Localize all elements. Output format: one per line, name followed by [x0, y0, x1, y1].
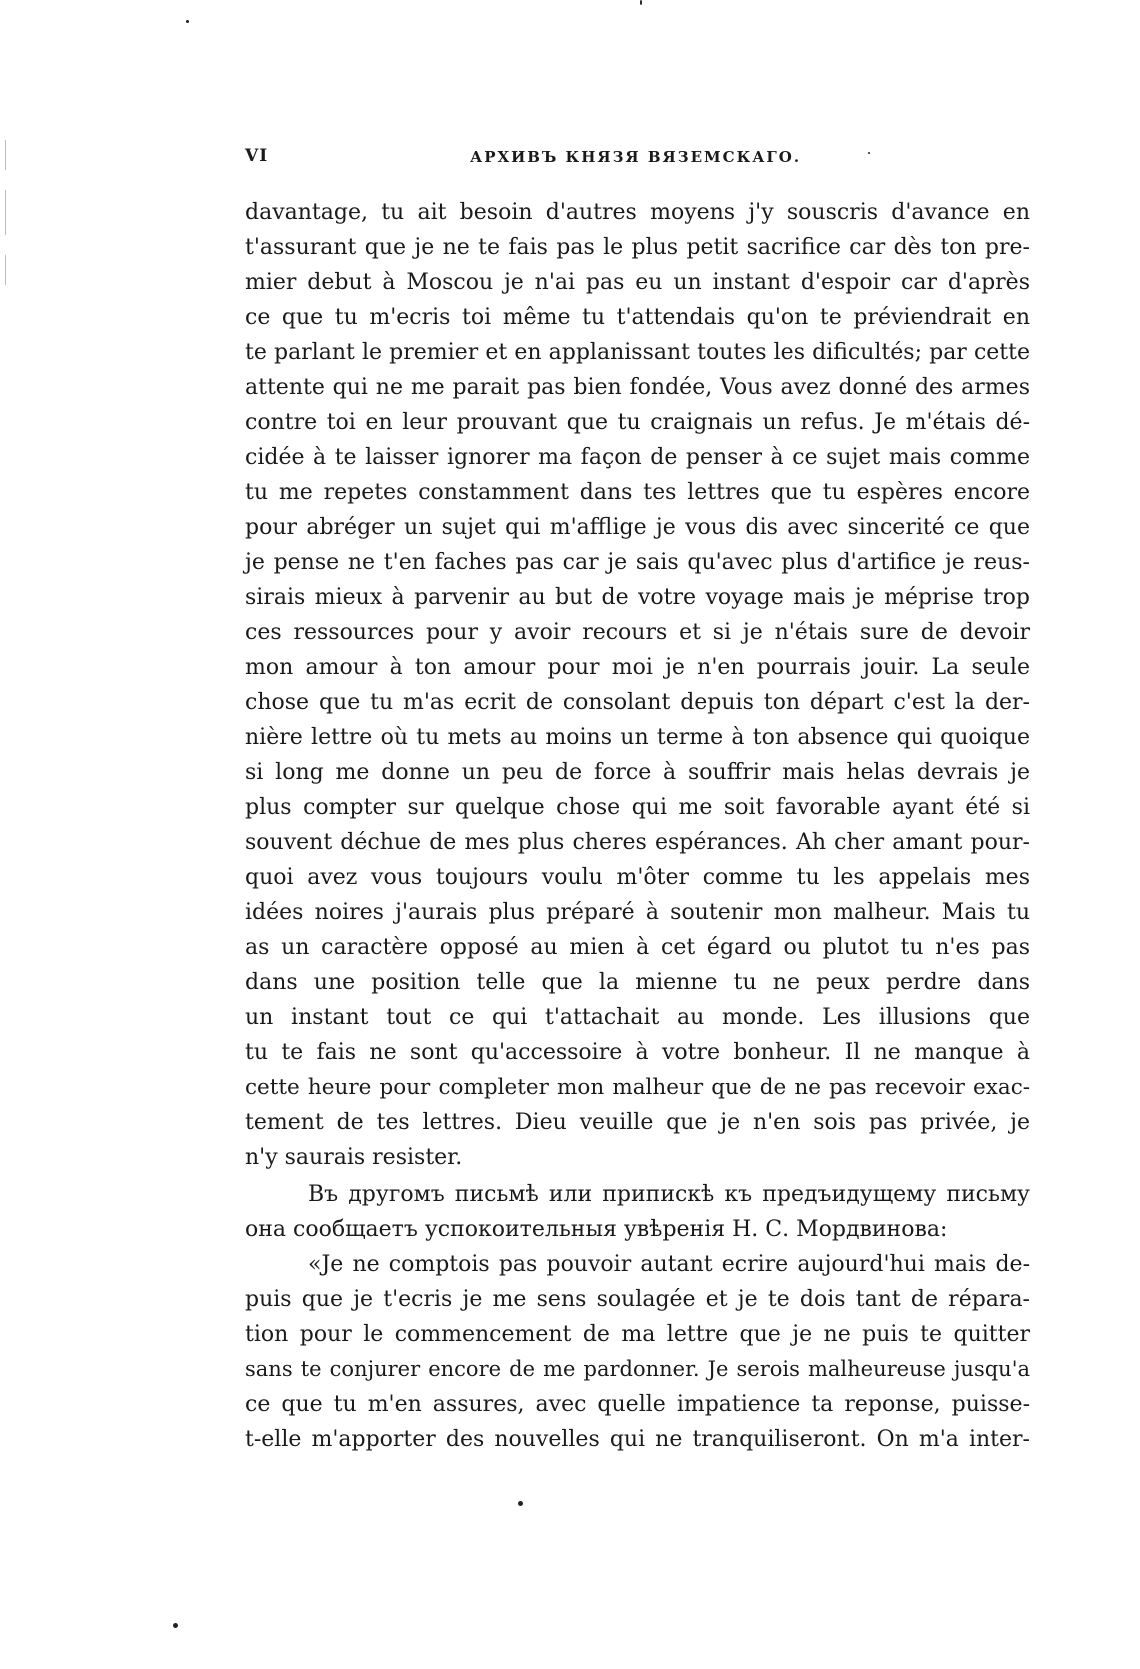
- text-line: mier debut à Moscou je n'ai pas eu un instant d'espoir car d'après: [245, 270, 1030, 295]
- body-text: [245, 195, 1030, 1457]
- text-line: nière lettre où tu mets au moins un terme à ton absence qui quoique: [245, 725, 1030, 750]
- text-line: contre toi en leur prouvant que tu craignais un refus. Je m'étais dé-: [245, 410, 1030, 435]
- scan-edge-line-middle: [5, 190, 6, 235]
- text-line: ce que tu m'en assures, avec quelle impatience ta reponse, puisse-: [245, 1392, 1030, 1417]
- text-line: dans une position telle que la mienne tu ne peux perdre dans: [245, 970, 1030, 995]
- text-line: davantage, tu ait besoin d'autres moyens j'y souscris d'avance en: [245, 200, 1030, 225]
- text-line: chose que tu m'as ecrit de consolant depuis ton départ c'est la der-: [245, 690, 1030, 715]
- text-line: sirais mieux à parvenir au but de votre voyage mais je méprise trop: [245, 585, 1030, 610]
- text-line: te parlant le premier et en applanissant toutes les dificultés; par cette: [245, 340, 1030, 365]
- text-line: Въ другомъ письмѣ или припискѣ къ предъидущему письму: [308, 1182, 1030, 1207]
- text-line: sans te conjurer encore de me pardonner. Je serois malheureuse jusqu'a: [245, 1357, 1030, 1381]
- scan-dot-top: [186, 20, 189, 23]
- scan-edge-line-bottom: [5, 255, 6, 285]
- scan-dot-top-center: [640, 0, 642, 5]
- text-line: n'y saurais resister.: [245, 1145, 463, 1170]
- text-line: tu te fais ne sont qu'accessoire à votre bonheur. Il ne manque à: [245, 1040, 1030, 1065]
- page-number: VI: [245, 146, 269, 166]
- scan-edge-line-top: [5, 140, 6, 170]
- text-line: pour abréger un sujet qui m'afflige je vous dis avec sincerité ce que: [245, 515, 1030, 540]
- text-line: idées noires j'aurais plus préparé à soutenir mon malheur. Mais tu: [245, 900, 1030, 925]
- text-line: attente qui ne me parait pas bien fondée, Vous avez donné des armes: [245, 375, 1030, 400]
- text-line: ces ressources pour y avoir recours et si je n'étais sure de devoir: [245, 620, 1030, 645]
- text-line: tion pour le commencement de ma lettre que je ne puis te quitter: [245, 1322, 1030, 1347]
- text-line: quoi avez vous toujours voulu m'ôter comme tu les appelais mes: [245, 865, 1030, 890]
- scan-dot-bottom-left: [173, 1623, 178, 1628]
- text-line: plus compter sur quelque chose qui me soit favorable ayant été si: [245, 795, 1030, 820]
- text-line: tement de tes lettres. Dieu veuille que je n'en sois pas privée, je: [245, 1110, 1030, 1135]
- text-line: je pense ne t'en faches pas car je sais qu'avec plus d'artifice je reus-: [245, 550, 1030, 575]
- text-line: она сообщаетъ успокоительныя увѣренія Н. С. Мордвинова:: [245, 1217, 948, 1242]
- text-line: cidée à te laisser ignorer ma façon de penser à ce sujet mais comme: [245, 445, 1030, 470]
- text-line: «Je ne comptois pas pouvoir autant ecrire aujourd'hui mais de-: [308, 1252, 1030, 1277]
- text-line: as un caractère opposé au mien à cet égard ou plutot tu n'es pas: [245, 935, 1030, 960]
- text-line: t'assurant que je ne te fais pas le plus petit sacrifice car dès ton pre-: [245, 235, 1030, 260]
- text-line: souvent déchue de mes plus cheres espérances. Ah cher amant pour-: [245, 830, 1030, 855]
- text-line: puis que je t'ecris je me sens soulagée et je te dois tant de répara-: [245, 1287, 1030, 1312]
- page-header: [245, 146, 1055, 168]
- text-line: tu me repetes constamment dans tes lettres que tu espères encore: [245, 480, 1030, 505]
- text-line: ce que tu m'ecris toi même tu t'attendais qu'on te préviendrait en: [245, 305, 1030, 330]
- running-title: АРХИВЪ КНЯЗЯ ВЯЗЕМСКАГО.: [470, 148, 802, 166]
- text-line: un instant tout ce qui t'attachait au monde. Les illusions que: [245, 1005, 1030, 1030]
- scan-dot-bottom-center: [518, 1501, 523, 1506]
- text-line: mon amour à ton amour pour moi je n'en pourrais jouir. La seule: [245, 655, 1030, 680]
- text-line: cette heure pour completer mon malheur que de ne pas recevoir exac-: [245, 1075, 1030, 1100]
- text-line: si long me donne un peu de force à souffrir mais helas devrais je: [245, 760, 1030, 785]
- text-line: t-elle m'apporter des nouvelles qui ne tranquiliseront. On m'a inter-: [245, 1427, 1030, 1452]
